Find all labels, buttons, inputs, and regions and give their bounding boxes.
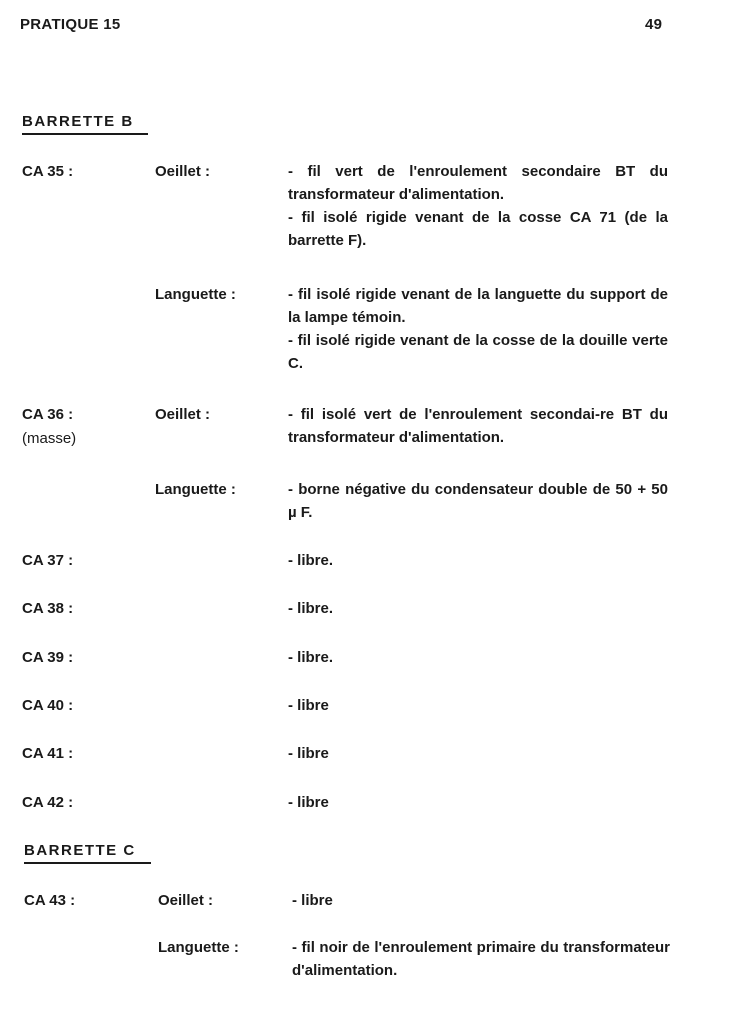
terminal-id-ca39: CA 39 : — [22, 649, 74, 666]
part-label-oeillet: Oeillet : — [158, 892, 214, 909]
part-label-languette: Languette : — [155, 286, 236, 303]
connection-line: - fil isolé rigide venant de la cosse de la douille verte C. — [288, 332, 668, 372]
connection-line: - fil noir de l'enroulement primaire du transformateur d'alimentation. — [292, 939, 670, 979]
terminal-value: - libre — [292, 892, 333, 909]
section-title-barrette-b: BARRETTE B — [22, 113, 134, 130]
terminal-id-ca42: CA 42 : — [22, 794, 74, 811]
terminal-id-ca36: CA 36 : — [22, 406, 74, 423]
part-description — [288, 283, 668, 375]
part-description — [288, 478, 668, 524]
terminal-value: - libre — [288, 745, 329, 762]
terminal-value: - libre. — [288, 649, 334, 666]
terminal-note-masse: (masse) — [22, 430, 77, 447]
terminal-id-ca35: CA 35 : — [22, 163, 74, 180]
terminal-value: - libre. — [288, 552, 334, 569]
section-b-underline — [22, 133, 148, 135]
connection-line: - borne négative du condensateur double de 50 + 50 µ F. — [288, 481, 668, 521]
part-label-languette: Languette : — [158, 939, 239, 956]
part-label-oeillet: Oeillet : — [155, 163, 211, 180]
terminal-id-ca37: CA 37 : — [22, 552, 74, 569]
connection-line: - fil isolé vert de l'enroulement secondai-re BT du transformateur d'alimentation. — [288, 406, 668, 446]
running-header: PRATIQUE 15 — [20, 16, 121, 33]
terminal-value: - libre. — [288, 600, 334, 617]
part-description — [292, 936, 670, 982]
page-number: 49 — [645, 16, 663, 33]
section-c-underline — [24, 862, 151, 864]
part-description — [288, 403, 668, 449]
connection-line: - fil isolé rigide venant de la languette du support de la lampe témoin. — [288, 286, 668, 326]
terminal-id-ca43: CA 43 : — [24, 892, 76, 909]
terminal-id-ca38: CA 38 : — [22, 600, 74, 617]
section-title-barrette-c: BARRETTE C — [24, 842, 136, 859]
part-label-languette: Languette : — [155, 481, 236, 498]
connection-line: - fil isolé rigide venant de la cosse CA 71 (de la barrette F). — [288, 209, 668, 249]
terminal-value: - libre — [288, 794, 329, 811]
terminal-id-ca41: CA 41 : — [22, 745, 74, 762]
connection-line: - fil vert de l'enroulement secondaire BT du transformateur d'alimentation. — [288, 163, 668, 203]
part-description — [288, 160, 668, 252]
terminal-id-ca40: CA 40 : — [22, 697, 74, 714]
terminal-value: - libre — [288, 697, 329, 714]
part-label-oeillet: Oeillet : — [155, 406, 211, 423]
